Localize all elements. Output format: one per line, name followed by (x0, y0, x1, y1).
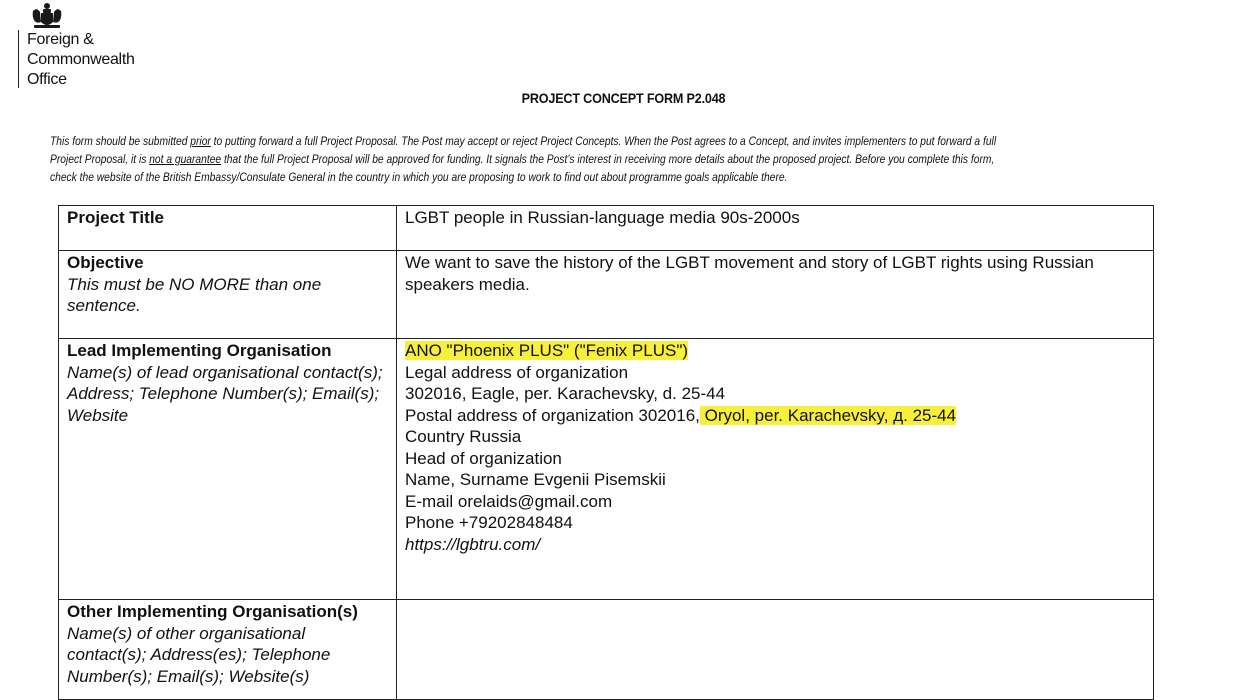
concept-form-table (58, 205, 1154, 700)
row-lead-organisation (59, 339, 1154, 600)
row-other-organisations (59, 600, 1154, 700)
legal-address: 302016, Eagle, per. Karachevsky, d. 25-44 (405, 384, 726, 403)
lead-org-value-cell[interactable] (397, 339, 1154, 600)
lead-org-label: Lead Implementing Organisation (67, 341, 332, 360)
postal-address-highlighted: Oryol, per. Karachevsky, д. 25-44 (699, 405, 957, 425)
intro-line-1: This form should be submitted prior to putting forward a full Project Proposal. The Post may accept or reject Project Concepts. When the Post agrees to a Concept, and invites implementers to put forward a full (50, 134, 997, 148)
lead-org-instruction: Name(s) of lead organisational contact(s); Address; Telephone Number(s); Email(s); Website (67, 362, 383, 425)
intro-line-3: check the website of the British Embassy/Consulate General in the country in which you are proposing to work to find out about programme goals applicable there. (50, 170, 788, 184)
org-name-line: Foreign & (27, 31, 94, 48)
other-org-value-cell[interactable] (397, 600, 1154, 700)
emphasis-not-a-guarantee: not a guarantee (149, 152, 222, 166)
objective-label-cell (59, 251, 397, 339)
head-of-organization-label: Head of organization (405, 448, 562, 468)
project-title-label: Project Title (67, 208, 164, 227)
other-org-label-cell (59, 600, 397, 700)
contact-phone: Phone +79202848484 (405, 513, 573, 532)
royal-coat-of-arms-logo (30, 2, 64, 30)
head-name: Name, Surname Evgenii Pisemskii (405, 470, 666, 489)
contact-email: E-mail orelaids@gmail.com (405, 491, 613, 511)
postal-address: Postal address of organization 302016, Oryol, per. Karachevsky, д. 25-44 (405, 405, 957, 425)
org-name-highlighted: ANO "Phoenix PLUS" ("Fenix PLUS") (405, 341, 689, 360)
lead-org-label-cell (59, 339, 397, 600)
country: Country Russia (405, 427, 522, 446)
website-link[interactable]: https://lgbtru.com/ (405, 534, 541, 554)
other-org-instruction: Name(s) of other organisational contact(s); Address(es); Telephone Number(s); Email(s); Website(s) (67, 623, 331, 686)
form-title: PROJECT CONCEPT FORM P2.048 (521, 90, 726, 106)
legal-address-label: Legal address of organization (405, 362, 629, 382)
objective-value-cell[interactable] (397, 251, 1154, 339)
org-name-line: Office (27, 71, 67, 88)
intro-paragraph (50, 132, 1230, 186)
other-org-label: Other Implementing Organisation(s) (67, 602, 358, 621)
fco-org-name (18, 30, 135, 88)
row-objective (59, 251, 1154, 339)
objective-instruction: This must be NO MORE than one sentence. (67, 274, 322, 315)
project-title-value: LGBT people in Russian-language media 90s-2000s (405, 208, 800, 227)
objective-value: We want to save the history of the LGBT movement and story of LGBT rights using Russian speakers media. (405, 253, 1094, 294)
row-project-title (59, 206, 1154, 251)
project-title-value-cell[interactable] (397, 206, 1154, 251)
emphasis-prior: prior (190, 134, 211, 148)
org-name-line: Commonwealth (27, 51, 135, 68)
intro-line-2: Project Proposal, it is not a guarantee that the full Project Proposal will be approved for funding. It signals the Post’s interest in receiving more details about the proposed project. Before you complete this form, (50, 152, 995, 166)
objective-label: Objective (67, 253, 144, 272)
project-title-label-cell (59, 206, 397, 251)
